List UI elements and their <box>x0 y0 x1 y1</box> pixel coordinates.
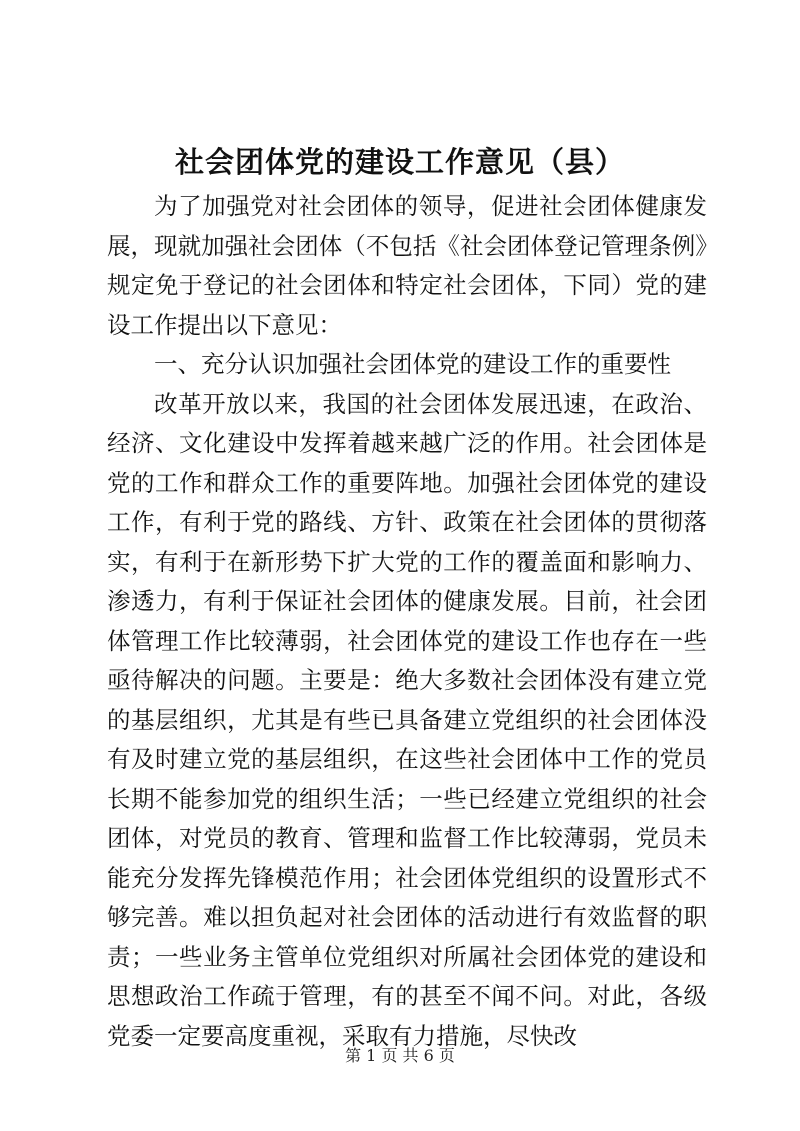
page-number-footer: 第 1 页 共 6 页 <box>345 1046 455 1065</box>
document-body <box>107 187 707 1056</box>
section-1-paragraph: 改革开放以来，我国的社会团体发展迅速，在政治、经济、文化建设中发挥着越来越广泛的作用。社会团体是党的工作和群众工作的重要阵地。加强社会团体党的建设工作，有利于党的路线、方针、政策在社会团体的贯彻落实，有利于在新形势下扩大党的工作的覆盖面和影响力、渗透力，有利于保证社会团体的健康发展。目前，社会团体管理工作比较薄弱，社会团体党的建设工作也存在一些亟待解决的问题。主要是：绝大多数社会团体没有建立党的基层组织，尤其是有些已具备建立党组织的社会团体没有及时建立党的基层组织，在这些社会团体中工作的党员长期不能参加党的组织生活；一些已经建立党组织的社会团体，对党员的教育、管理和监督工作比较薄弱，党员未能充分发挥先锋模范作用；社会团体党组织的设置形式不够完善。难以担负起对社会团体的活动进行有效监督的职责；一些业务主管单位党组织对所属社会团体党的建设和思想政治工作疏于管理，有的甚至不闻不问。对此，各级党委一定要高度重视，采取有力措施，尽快改 <box>107 389 707 1050</box>
intro-paragraph: 为了加强党对社会团体的领导，促进社会团体健康发展，现就加强社会团体（不包括《社会团体登记管理条例》规定免于登记的社会团体和特定社会团体，下同）党的建设工作提出以下意见： <box>107 192 707 339</box>
document-title: 社会团体党的建设工作意见（县） <box>174 145 625 179</box>
section-heading-1: 一、充分认识加强社会团体党的建设工作的重要性 <box>154 350 671 378</box>
